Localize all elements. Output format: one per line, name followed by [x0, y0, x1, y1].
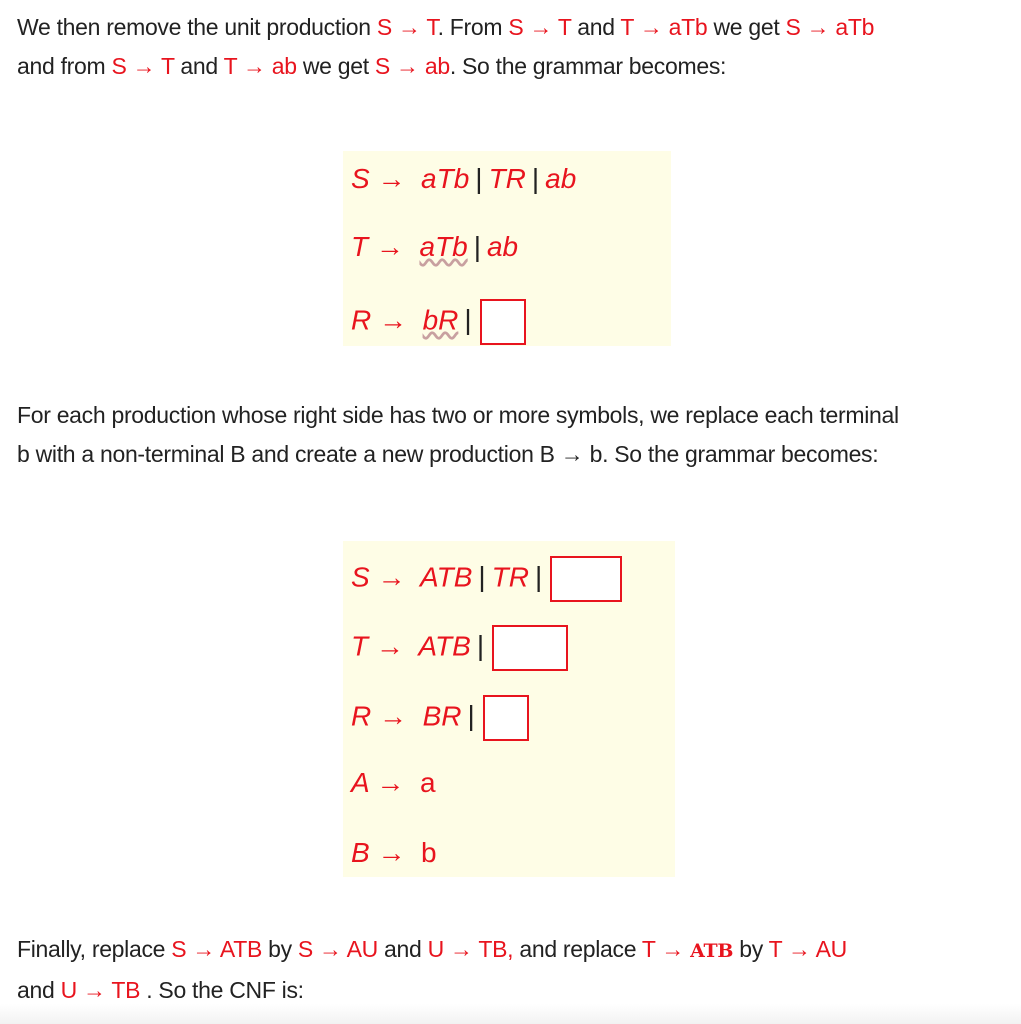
production-ref: T → ab — [223, 53, 297, 79]
alt-separator: | — [476, 630, 485, 662]
blank-answer-box — [550, 556, 622, 602]
production-row-r — [351, 299, 526, 335]
grammar-box-1 — [343, 151, 671, 346]
text: by — [733, 936, 769, 962]
text: and — [174, 53, 224, 79]
production-row-t — [351, 625, 568, 661]
production-row-t — [351, 229, 518, 265]
text: . So the grammar becomes: — [449, 53, 727, 79]
grammar-box-2 — [343, 541, 675, 877]
production-row-a — [351, 765, 436, 801]
production-ref: S → ab — [374, 53, 450, 79]
paragraph-cnf-final — [17, 930, 1007, 1010]
production-ref: T → aTb — [620, 14, 708, 40]
production-alt: ab — [545, 163, 577, 194]
bottom-fade — [0, 1004, 1021, 1024]
production-lhs: R → — [351, 700, 407, 732]
production-ref: ATB — [690, 940, 734, 962]
epsilon-placeholder-box — [480, 299, 526, 345]
text: and replace — [513, 936, 642, 962]
production-lhs: A → — [351, 767, 405, 798]
production-ref: S → ATB — [171, 936, 263, 962]
production-alt: a — [419, 767, 436, 798]
production-ref: S → aTb — [785, 14, 875, 40]
production-lhs: S → — [351, 561, 406, 593]
production-ref: S → T — [376, 14, 438, 40]
production-alt: aTb — [421, 163, 470, 194]
text: Finally, replace — [17, 936, 172, 962]
production-ref: S → AU — [297, 936, 378, 962]
production-row-s — [351, 556, 622, 592]
alt-separator: | — [478, 561, 486, 593]
production-alt: ab — [486, 231, 519, 262]
production-ref: U → TB — [60, 977, 141, 1003]
production-ref: T → — [641, 936, 691, 962]
text: we get — [707, 14, 786, 40]
text: we get — [296, 53, 375, 79]
paragraph-terminal-replacement — [17, 396, 1007, 474]
production-alt: ATB — [420, 561, 473, 593]
production-lhs: T → — [351, 630, 404, 662]
text: . So the CNF is: — [140, 977, 304, 1003]
text: For each production whose right side has two or more symbols, we replace each terminal — [17, 402, 899, 428]
text: and — [377, 936, 428, 962]
production-alt: BR — [422, 700, 462, 732]
alt-separator: | — [473, 231, 481, 262]
text: by — [262, 936, 298, 962]
production-row-r — [351, 695, 529, 731]
production-ref: S → T — [111, 53, 175, 79]
alt-separator: | — [464, 304, 472, 336]
alt-separator: | — [475, 163, 483, 194]
production-ref: S → T — [508, 14, 572, 40]
production-alt: b — [421, 837, 437, 868]
production-lhs: T → — [351, 231, 404, 262]
text: and from — [17, 53, 112, 79]
paragraph-unit-removal — [17, 8, 1007, 86]
production-ref: U → TB, — [427, 936, 514, 962]
epsilon-placeholder-box — [483, 695, 529, 741]
production-lhs: R → — [351, 304, 407, 336]
text: and — [571, 14, 621, 40]
production-ref: T → AU — [768, 936, 847, 962]
alt-separator: | — [467, 700, 475, 732]
alt-separator: | — [535, 561, 543, 593]
production-alt: aTb — [419, 231, 468, 262]
blank-answer-box — [492, 625, 568, 671]
production-alt: ATB — [418, 630, 471, 662]
production-lhs: B → — [351, 837, 406, 868]
text: and — [17, 977, 61, 1003]
production-alt: bR — [422, 304, 459, 336]
production-alt: TR — [488, 163, 526, 194]
production-row-b — [351, 835, 437, 871]
text: We then remove the unit production — [17, 14, 377, 40]
text: . From — [437, 14, 509, 40]
text: b with a non-terminal B and create a new production B → b. So the grammar becomes: — [17, 441, 879, 467]
alt-separator: | — [531, 163, 540, 194]
production-alt: TR — [491, 561, 529, 593]
production-lhs: S → — [351, 163, 406, 194]
production-row-s — [351, 161, 576, 197]
